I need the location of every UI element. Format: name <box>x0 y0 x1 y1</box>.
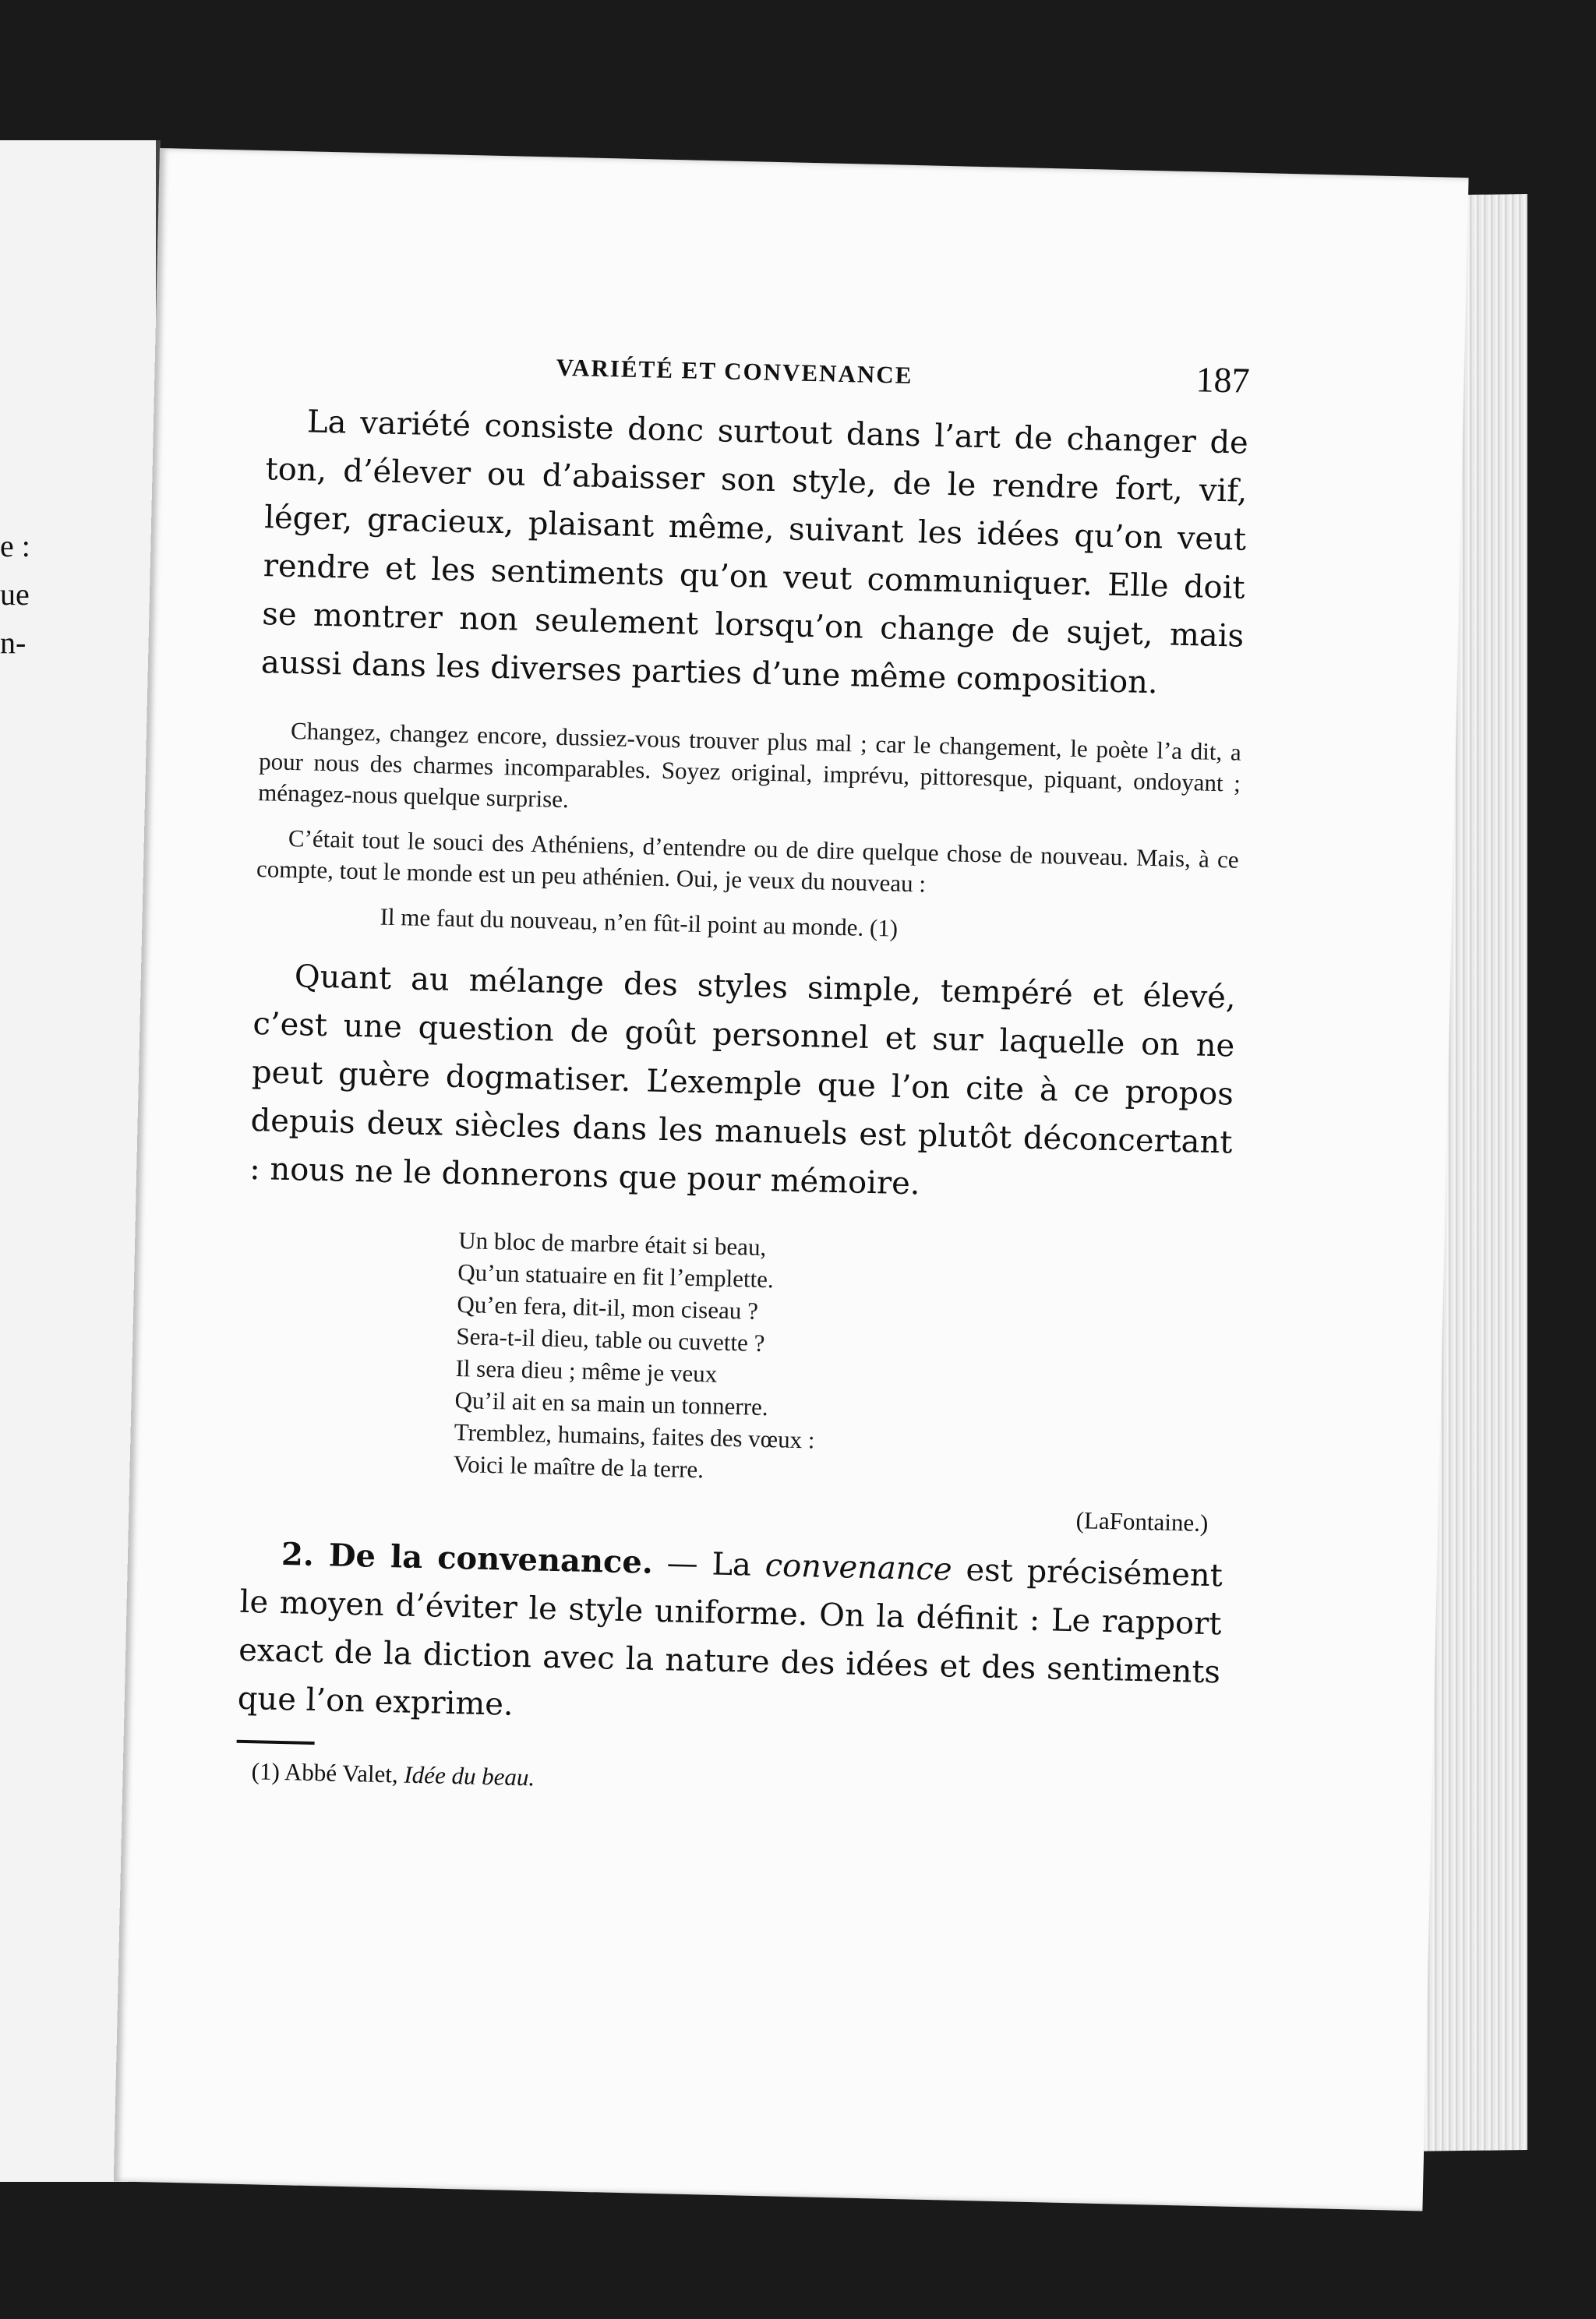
footnote-rule <box>237 1740 315 1745</box>
poem-line: Qu’il ait en sa main un tonnerre. <box>454 1386 768 1421</box>
page-content <box>235 337 1250 1807</box>
book-page <box>114 148 1469 2211</box>
poem-line: Voici le maître de la terre. <box>453 1449 704 1484</box>
section-text-before: — La <box>652 1544 766 1584</box>
page-number: 187 <box>1195 359 1251 401</box>
section-text-after: est précisément le moyen d’éviter le style uniforme. On la définit : Le rapport exact de la diction avec la nature des idées et des sentiments que l’on exprime. <box>237 1551 1223 1723</box>
footnote-marker: (1) <box>251 1757 281 1786</box>
fragment-2: ue <box>0 577 30 612</box>
poem-line: Sera-t-il dieu, table ou cuvette ? <box>456 1322 765 1357</box>
poem-line: Qu’un statuaire en fit l’emplette. <box>457 1258 775 1294</box>
quote-paragraph-1: Changez, changez encore, dussiez-vous trouver plus mal ; car le changement, le poète l’a dit, a pour nous des charmes incomparables. Soyez original, imprévu, pittoresque, piquant, ondoyant ; ménagez-nous quelque surprise. <box>257 717 1242 814</box>
previous-page-fragments <box>0 522 30 667</box>
poem-line: Qu’en fera, dit-il, mon ciseau ? <box>457 1290 759 1325</box>
quote-paragraph-2: C’était tout le souci des Athéniens, d’entendre ou de dire quelque chose de nouveau. Mais, à ce compte, tout le monde est un peu athénien. Oui, je veux du nouveau : <box>256 824 1240 898</box>
footnote <box>251 1757 1217 1807</box>
fragment-1: e : <box>0 528 30 563</box>
poem-attribution: (LaFontaine.) <box>1075 1506 1209 1537</box>
paragraph-variety: La variété consiste donc surtout dans l’art de changer de ton, d’élever ou d’abaisser son style, de le rendre fort, vif, léger, gracieux, plaisant même, suivant les idées qu’on veut rendre et les sentiments qu’on veut communiquer. Elle doit se montrer non seulement lorsqu’on change de sujet, mais aussi dans les diverses parties d’une même composition. <box>260 404 1249 701</box>
section-emphasis: convenance <box>764 1548 953 1588</box>
poem-line: Un bloc de marbre était si beau, <box>457 1227 767 1262</box>
poem-line: Tremblez, humains, faites des vœux : <box>454 1417 815 1454</box>
poem <box>453 1224 1230 1497</box>
footnote-title: Idée du beau. <box>404 1760 535 1791</box>
running-title: VARIÉTÉ ET CONVENANCE <box>556 353 913 389</box>
verse-line: Il me faut du nouveau, n’en fût-il point au monde. (1) <box>380 902 899 942</box>
poem-line: Il sera dieu ; même je veux <box>455 1354 718 1388</box>
section-convenance <box>237 1530 1223 1745</box>
fragment-3: n- <box>0 625 26 660</box>
quotation-block <box>255 715 1241 952</box>
paragraph-styles-mix: Quant au mélange des styles simple, tempéré et élevé, c’est une question de goût personnel et sur laquelle on ne peut guère dogmatiser. L’exemple que l’on cite à ce propos depuis deux siècles dans les manuels est plutôt déconcertant : nous ne le donnerons que pour mémoire. <box>249 958 1237 1202</box>
footnote-author: Abbé Valet, <box>284 1758 399 1788</box>
section-heading: 2. De la convenance. <box>281 1536 654 1581</box>
